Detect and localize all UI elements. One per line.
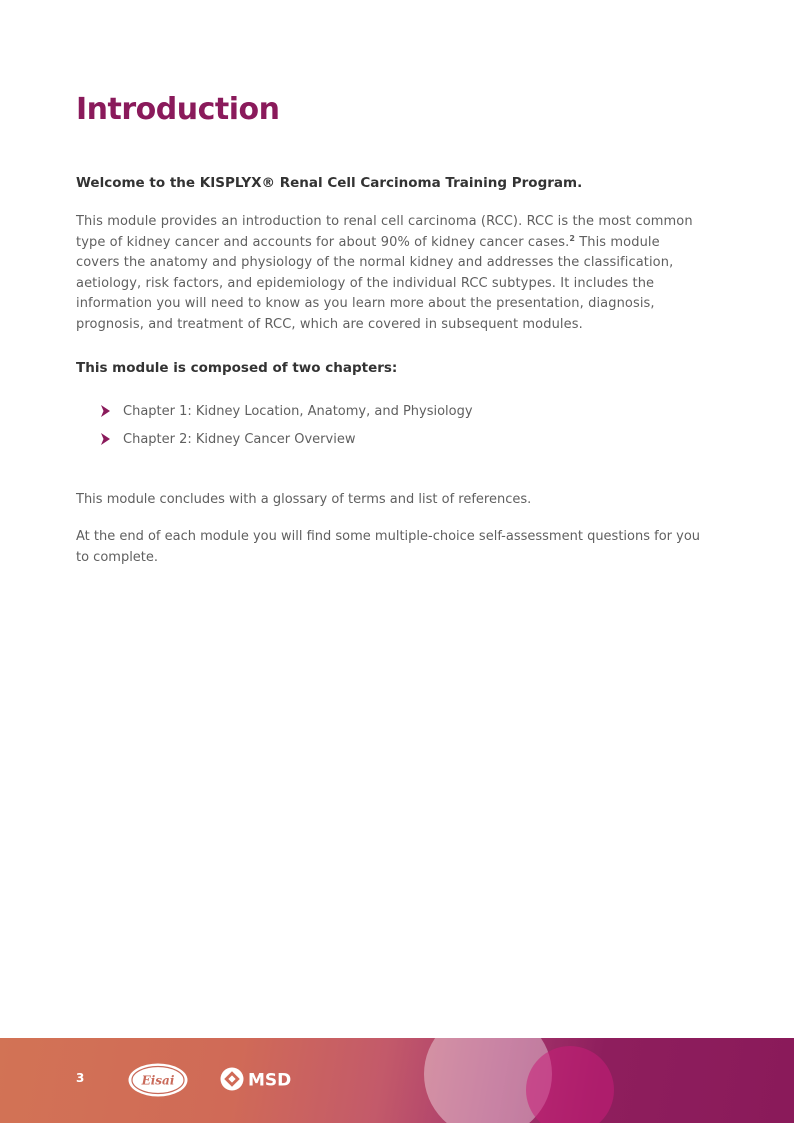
msd-logo-text: MSD bbox=[248, 1070, 292, 1091]
arrow-bullet-icon bbox=[100, 433, 110, 445]
reference-superscript: 2 bbox=[569, 233, 575, 243]
intro-text-part-2: This module covers the anatomy and physiology of the normal kidney and addresses the classification, aetiology, risk factors, and epidemiology of the individual RCC subtypes. It includes the information you will need to know as you learn more about the presentation, diagnosis, prognosis, and treatment of RCC, which are covered in subsequent modules. bbox=[76, 234, 674, 332]
chapter-label: Chapter 1: Kidney Location, Anatomy, and Physiology bbox=[123, 403, 473, 419]
eisai-logo-text: Eisai bbox=[141, 1073, 175, 1088]
intro-paragraph bbox=[76, 212, 706, 335]
page-number: 3 bbox=[76, 1071, 85, 1085]
page-title: Introduction bbox=[76, 92, 280, 127]
chapter-list bbox=[100, 397, 473, 453]
chapter-item-2 bbox=[100, 425, 473, 453]
arrow-bullet-icon bbox=[100, 405, 110, 417]
decorative-circle bbox=[526, 1046, 614, 1123]
msd-logo bbox=[219, 1066, 305, 1092]
chapter-label: Chapter 2: Kidney Cancer Overview bbox=[123, 431, 356, 447]
chapter-item-1 bbox=[100, 397, 473, 425]
glossary-paragraph: This module concludes with a glossary of terms and list of references. bbox=[76, 492, 532, 507]
intro-text-part-1: This module provides an introduction to renal cell carcinoma (RCC). RCC is the most common type of kidney cancer and accounts for about 90% of kidney cancer cases. bbox=[76, 214, 693, 250]
chapters-heading: This module is composed of two chapters: bbox=[76, 360, 398, 376]
welcome-heading: Welcome to the KISPLYX® Renal Cell Carcinoma Training Program. bbox=[76, 175, 583, 191]
footer-band bbox=[0, 1038, 794, 1123]
eisai-logo bbox=[127, 1062, 189, 1098]
assessment-paragraph: At the end of each module you will find some multiple-choice self-assessment questions for you to complete. bbox=[76, 529, 701, 565]
